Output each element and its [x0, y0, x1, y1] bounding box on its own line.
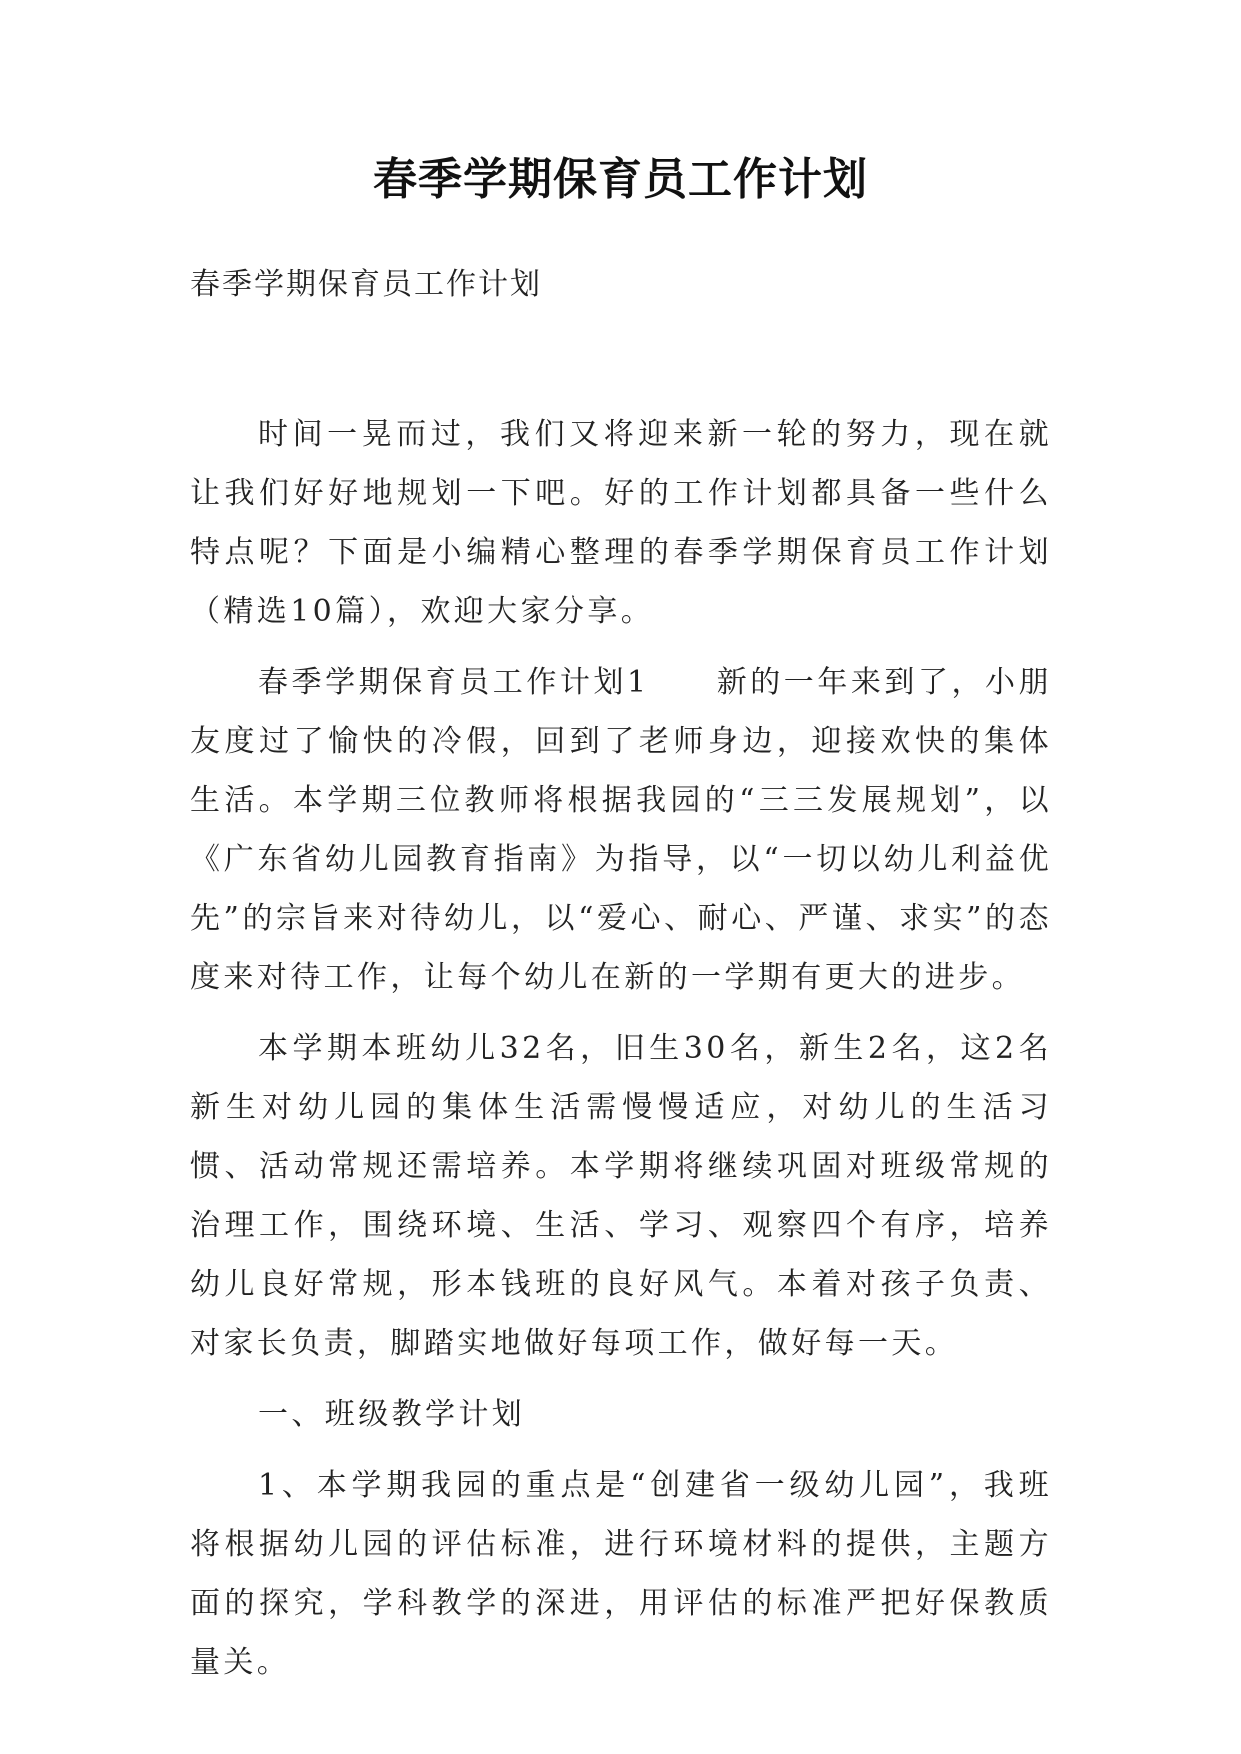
document-title: 春季学期保育员工作计划: [373, 154, 868, 205]
paragraph-intro: 时间一晃而过，我们又将迎来新一轮的努力，现在就让我们好好地规划一下吧。好的工作计划都具备一些什么特点呢？下面是小编精心整理的春季学期保育员工作计划（精选10篇），欢迎大家分享。: [190, 417, 1052, 629]
paragraph-plan-1: 春季学期保育员工作计划1 新的一年来到了，小朋友度过了愉快的冷假，回到了老师身边，迎接欢快的集体生活。本学期三位教师将根据我园的“三三发展规划”，以《广东省幼儿园教育指南》为指导，以“一切以幼儿利益优先”的宗旨来对待幼儿，以“爱心、耐心、严谨、求实”的态度来对待工作，让每个幼儿在新的一学期有更大的进步。: [190, 665, 1052, 995]
document-body: [190, 405, 1052, 1704]
paragraph-class-info: 本学期本班幼儿32名，旧生30名，新生2名，这2名新生对幼儿园的集体生活需慢慢适应，对幼儿的生活习惯、活动常规还需培养。本学期将继续巩固对班级常规的治理工作，围绕环境、生活、学习、观察四个有序，培养幼儿良好常规，形本钱班的良好风气。本着对孩子负责、对家长负责，脚踏实地做好每项工作，做好每一天。: [190, 1031, 1052, 1361]
document-subtitle: 春季学期保育员工作计划: [190, 267, 542, 302]
paragraph-item-1: 1、本学期我园的重点是“创建省一级幼儿园”，我班将根据幼儿园的评估标准，进行环境材料的提供，主题方面的探究，学科教学的深进，用评估的标准严把好保教质量关。: [190, 1468, 1052, 1680]
section-heading: 一、班级教学计划: [258, 1397, 526, 1432]
